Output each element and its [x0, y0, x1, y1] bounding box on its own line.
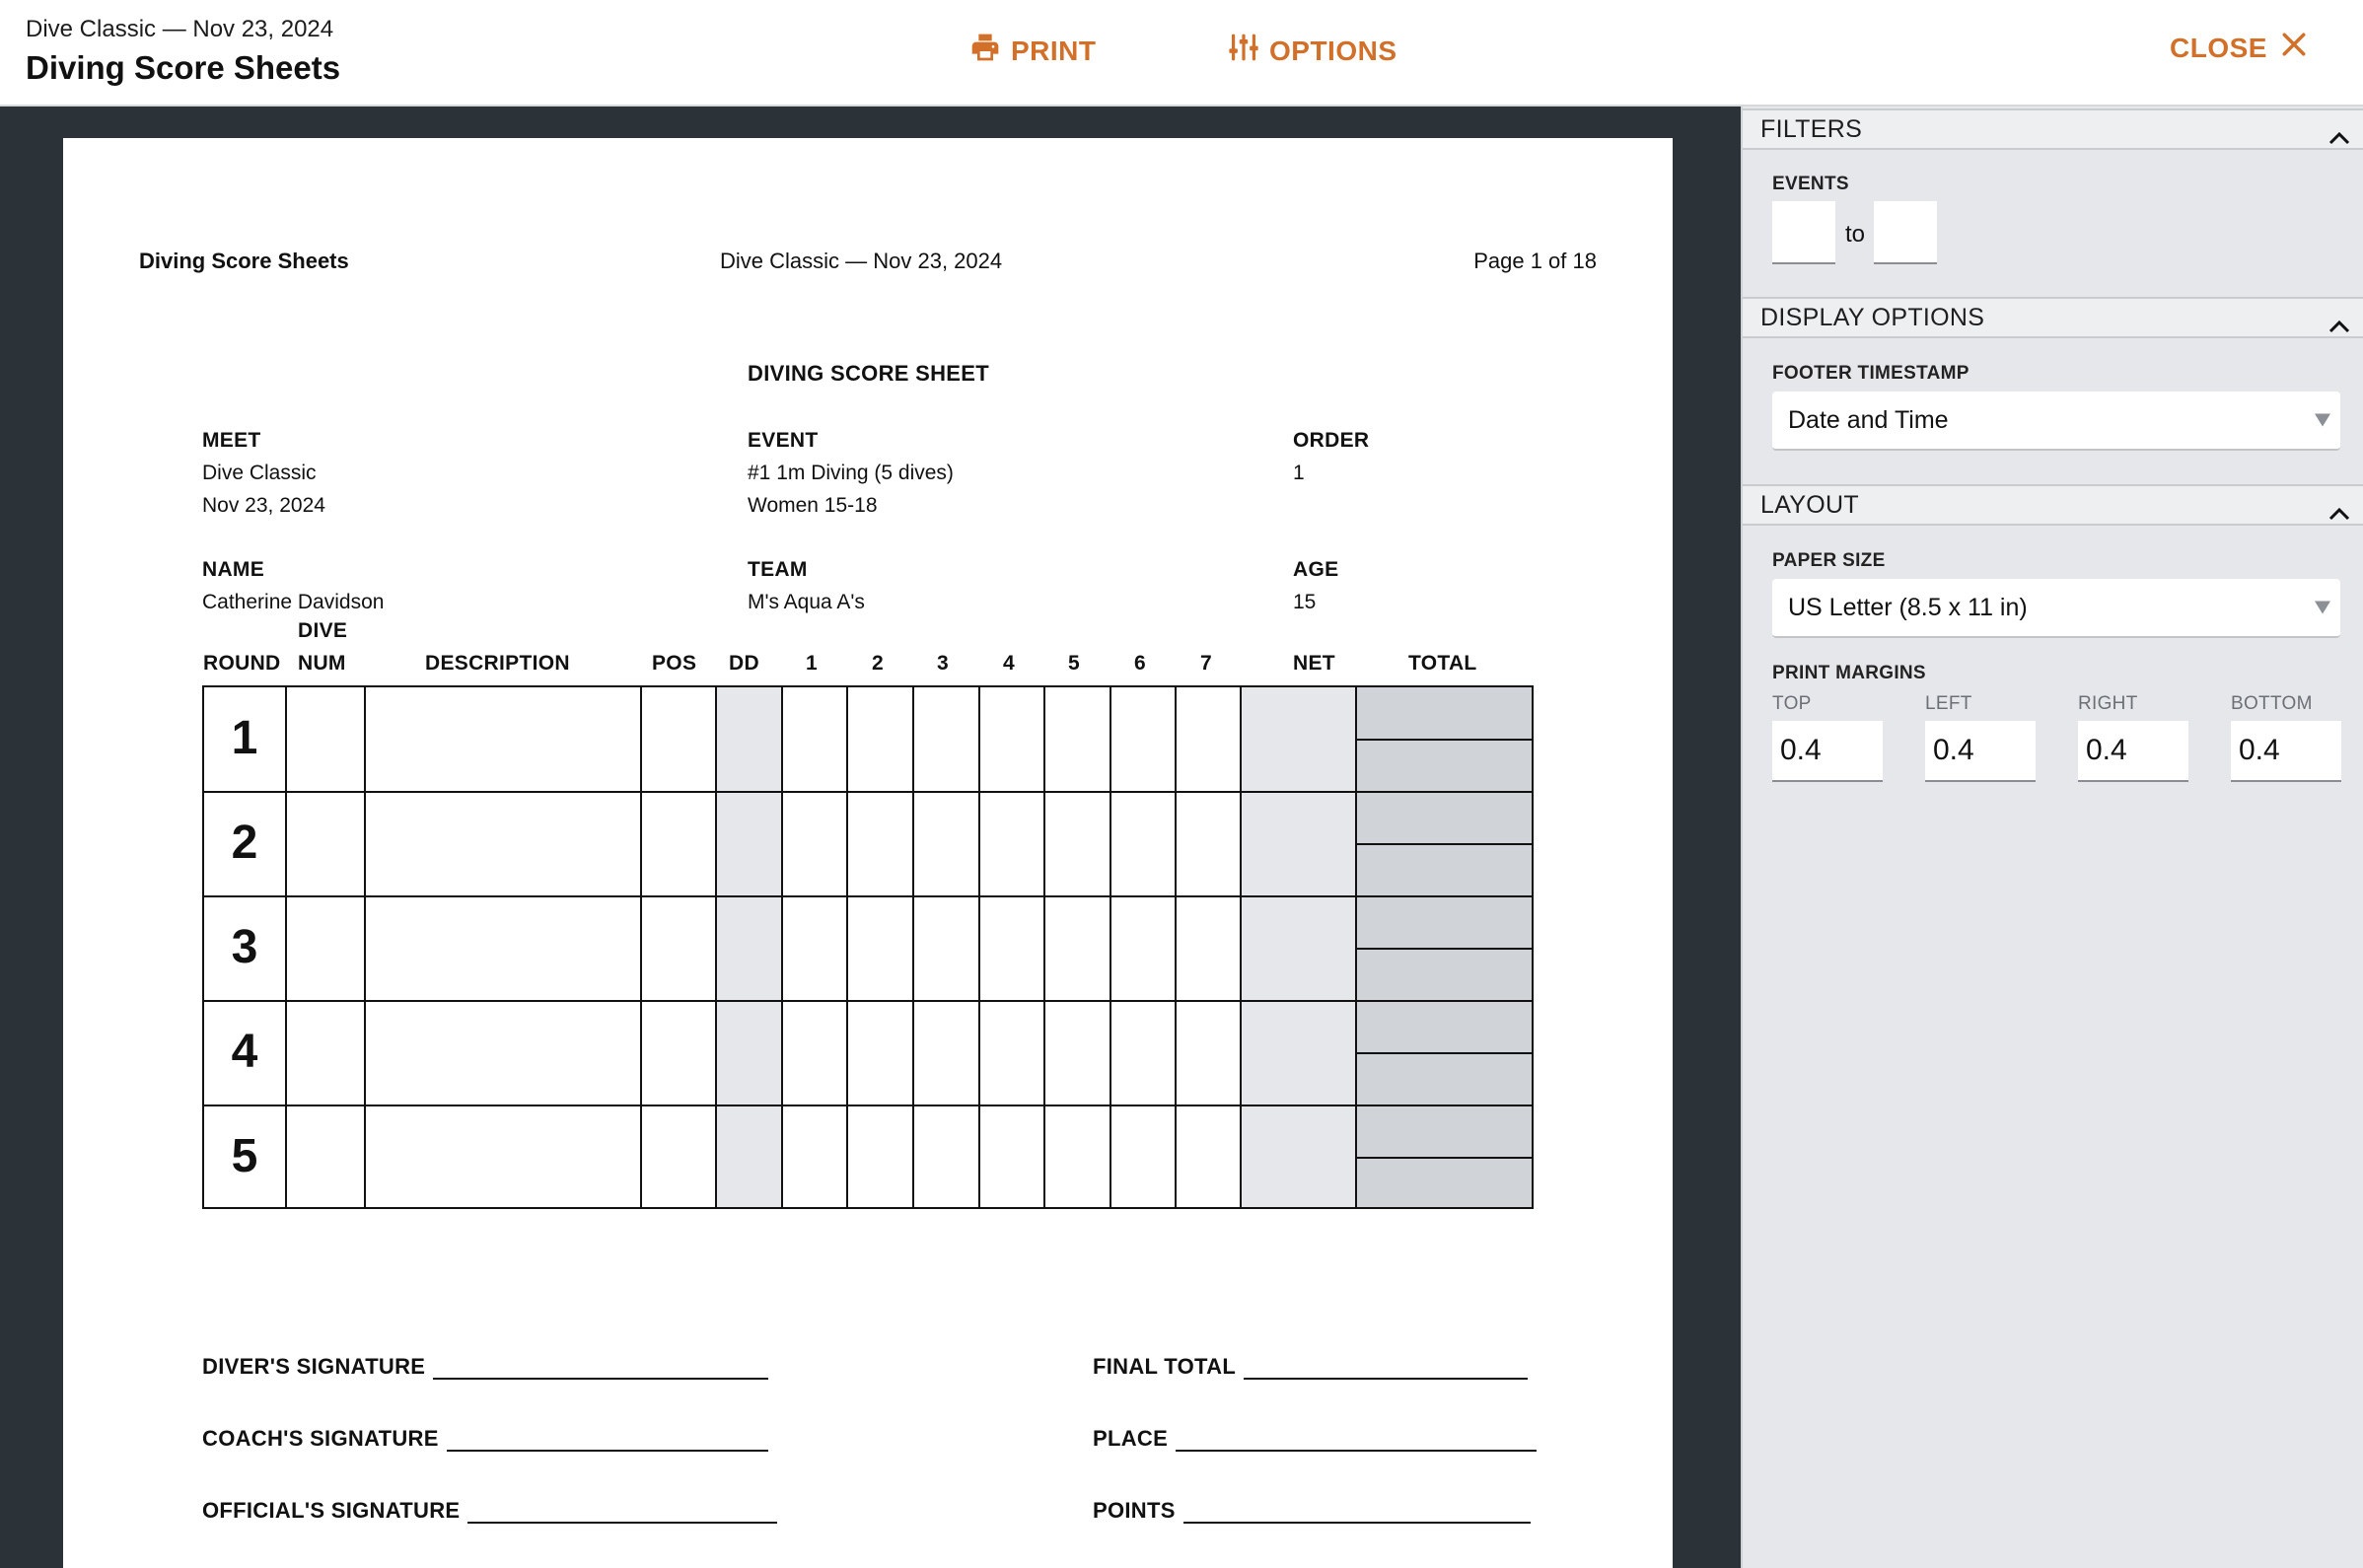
round-2-number: 2	[231, 817, 258, 869]
page-header-left: Diving Score Sheets	[139, 249, 349, 273]
col-judge-2-header: 2	[872, 652, 884, 675]
col-dive-header: DIVE	[298, 619, 348, 642]
divers-signature-label: DIVER'S SIGNATURE	[202, 1354, 426, 1379]
paper-size-label: PAPER SIZE	[1772, 550, 1886, 571]
net-column-shade	[1240, 687, 1356, 1207]
footer-timestamp-label: FOOTER TIMESTAMP	[1772, 363, 1969, 384]
paper-size-value: US Letter (8.5 x 11 in)	[1788, 593, 2028, 621]
sliders-icon	[1228, 32, 1269, 70]
display-options-title: DISPLAY OPTIONS	[1760, 304, 1985, 331]
dd-column-shade	[716, 687, 781, 1207]
margin-top-label: TOP	[1772, 693, 1812, 714]
col-num-header: NUM	[298, 652, 346, 675]
col-judge-5-header: 5	[1068, 652, 1080, 675]
layout-title: LAYOUT	[1760, 491, 1859, 519]
margin-bottom-input[interactable]	[2231, 721, 2341, 782]
col-dd-header: DD	[729, 652, 759, 675]
diver-name: Catherine Davidson	[202, 591, 385, 613]
printer-icon	[969, 32, 1011, 70]
col-judge-7-header: 7	[1200, 652, 1212, 675]
round-3-number: 3	[231, 921, 258, 973]
chevron-up-icon	[2327, 496, 2351, 534]
events-from-input[interactable]	[1772, 201, 1835, 264]
dropdown-caret-icon	[2315, 414, 2330, 427]
filters-section-header[interactable]	[1743, 108, 2363, 150]
options-button[interactable]	[1228, 32, 1397, 70]
place-label: PLACE	[1093, 1426, 1169, 1451]
age-value: 15	[1293, 591, 1317, 613]
score-sheet-page	[63, 138, 1673, 1568]
page-header-right: Page 1 of 18	[1473, 249, 1597, 273]
close-label: CLOSE	[2170, 32, 2267, 63]
order-label: ORDER	[1293, 429, 1370, 452]
order-info	[1293, 424, 1369, 489]
margin-right-input[interactable]	[2078, 721, 2188, 782]
round-5-number: 5	[231, 1130, 258, 1182]
diver-info	[202, 553, 384, 618]
chevron-up-icon	[2327, 120, 2351, 158]
paper-size-select[interactable]	[1772, 579, 2340, 638]
team-label: TEAM	[748, 558, 808, 581]
margin-top-input[interactable]	[1772, 721, 1883, 782]
top-bar	[0, 0, 2363, 107]
margin-right-label: RIGHT	[2078, 693, 2138, 714]
print-label: PRINT	[1011, 35, 1097, 66]
col-net-header: NET	[1293, 652, 1335, 675]
coachs-signature	[202, 1426, 768, 1452]
divers-signature	[202, 1354, 768, 1380]
display-options-section-header[interactable]	[1743, 297, 2363, 338]
officials-signature-label: OFFICIAL'S SIGNATURE	[202, 1498, 461, 1523]
options-sidebar	[1741, 107, 2363, 1568]
meet-label: MEET	[202, 429, 261, 452]
points-label: POINTS	[1093, 1498, 1176, 1523]
age-info	[1293, 553, 1338, 618]
report-subtitle: Dive Classic — Nov 23, 2024	[26, 16, 334, 42]
print-preview-area[interactable]	[0, 107, 1741, 1568]
events-to-label: to	[1845, 221, 1866, 248]
footer-timestamp-select[interactable]	[1772, 392, 2340, 451]
events-label: EVENTS	[1772, 174, 1849, 194]
col-total-header: TOTAL	[1408, 652, 1477, 675]
col-description-header: DESCRIPTION	[425, 652, 570, 675]
event-name: #1 1m Diving (5 dives)	[748, 462, 954, 484]
event-info	[748, 424, 954, 522]
dropdown-caret-icon	[2315, 602, 2330, 614]
final-total	[1093, 1354, 1528, 1380]
name-label: NAME	[202, 558, 265, 581]
order-value: 1	[1293, 462, 1305, 484]
event-label: EVENT	[748, 429, 819, 452]
team-value: M's Aqua A's	[748, 591, 865, 613]
close-icon	[2267, 32, 2307, 64]
footer-timestamp-value: Date and Time	[1788, 405, 1949, 434]
event-group: Women 15-18	[748, 494, 878, 517]
report-title: Diving Score Sheets	[26, 49, 341, 86]
print-margins-label: PRINT MARGINS	[1772, 663, 1926, 683]
final-total-label: FINAL TOTAL	[1093, 1354, 1237, 1379]
filters-title: FILTERS	[1760, 115, 1863, 143]
round-1-number: 1	[231, 712, 258, 764]
meet-info	[202, 424, 325, 522]
margin-left-label: LEFT	[1925, 693, 1972, 714]
col-judge-4-header: 4	[1003, 652, 1015, 675]
col-round-header: ROUND	[203, 652, 281, 675]
meet-name: Dive Classic	[202, 462, 317, 484]
sheet-title: DIVING SCORE SHEET	[748, 361, 989, 386]
layout-section-header[interactable]	[1743, 484, 2363, 526]
col-judge-3-header: 3	[937, 652, 949, 675]
age-label: AGE	[1293, 558, 1339, 581]
options-label: OPTIONS	[1269, 35, 1397, 66]
col-pos-header: POS	[652, 652, 697, 675]
events-to-input[interactable]	[1874, 201, 1937, 264]
col-judge-1-header: 1	[806, 652, 818, 675]
score-grid	[202, 685, 1534, 1209]
team-info	[748, 553, 865, 618]
meet-date: Nov 23, 2024	[202, 494, 325, 517]
chevron-up-icon	[2327, 309, 2351, 346]
close-button[interactable]	[2170, 32, 2307, 64]
officials-signature	[202, 1498, 777, 1524]
col-judge-6-header: 6	[1134, 652, 1146, 675]
print-button[interactable]	[969, 32, 1097, 70]
points	[1093, 1498, 1531, 1524]
margin-bottom-label: BOTTOM	[2231, 693, 2313, 714]
page-header-center: Dive Classic — Nov 23, 2024	[720, 249, 1003, 273]
place	[1093, 1426, 1537, 1452]
coachs-signature-label: COACH'S SIGNATURE	[202, 1426, 439, 1451]
margin-left-input[interactable]	[1925, 721, 2036, 782]
round-4-number: 4	[231, 1026, 258, 1078]
